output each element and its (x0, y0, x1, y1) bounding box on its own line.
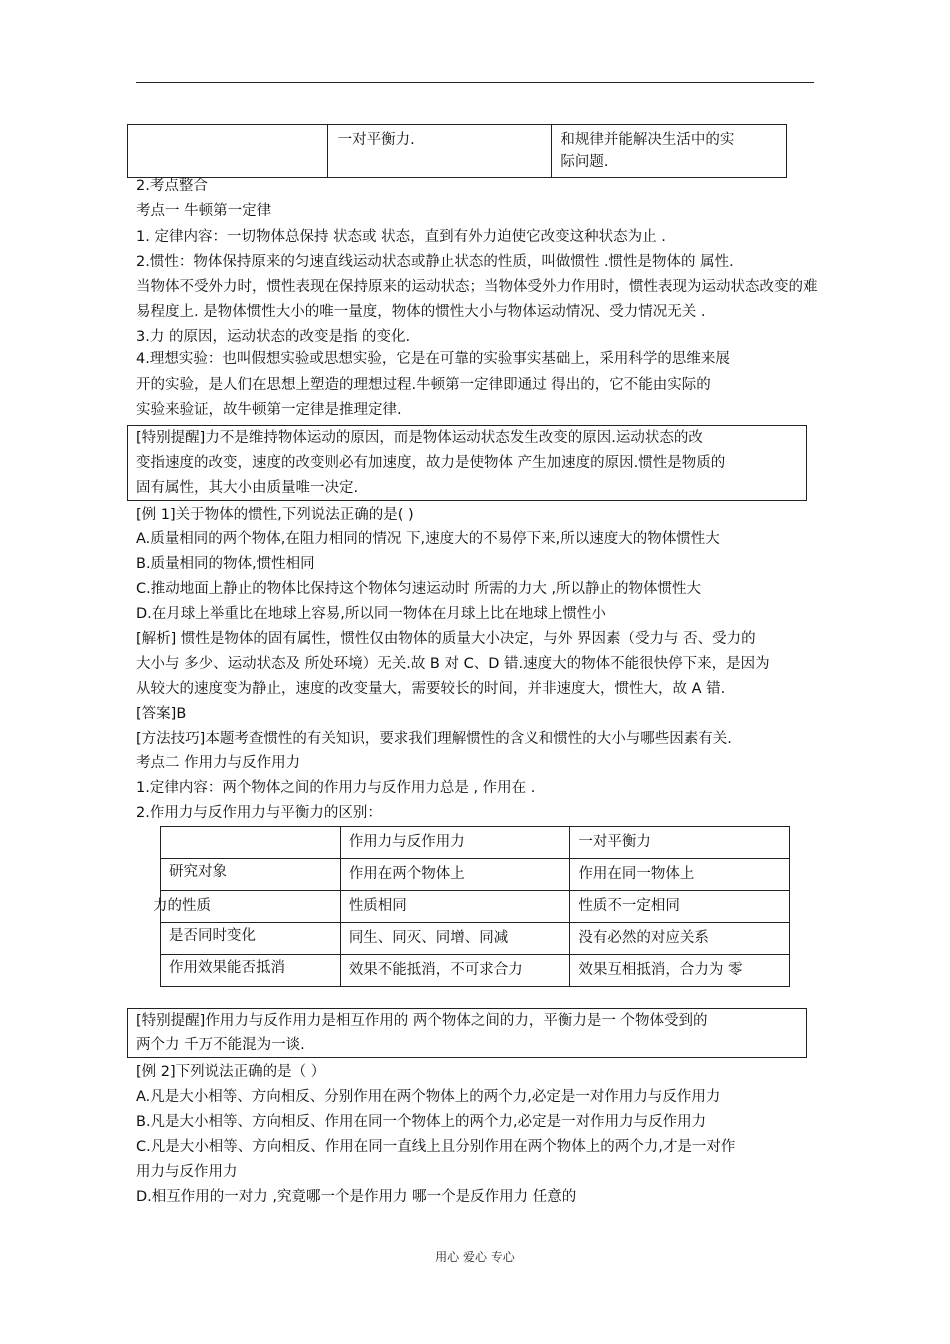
table-header-0 (161, 827, 340, 835)
table-header-row (161, 827, 790, 859)
kd1-line-8: 实验来验证，故牛顿第一定律是推理定律. (136, 402, 402, 418)
ex1-analysis-1: [解析] 惯性是物体的固有属性，惯性仅由物体的质量大小决定，与外 界因素（受力与 否、受力的 (136, 631, 756, 647)
ex2-question: [例 2]下列说法正确的是（ ） (136, 1064, 326, 1080)
header-rule (136, 82, 814, 83)
ex1-question: [例 1]关于物体的惯性,下列说法正确的是( ) (136, 507, 414, 523)
kd2-heading: 考点二 作用力与反作用力 (136, 755, 301, 771)
ex1-option-a: A.质量相同的两个物体,在阻力相同的情况 下,速度大的不易停下来,所以速度大的物体惯性大 (136, 531, 720, 547)
table-cell: 作用在同一物体上 (578, 866, 695, 882)
table-cell: 性质相同 (348, 898, 407, 914)
ex1-analysis-3: 从较大的速度变为静止，速度的改变量大，需要较长的时间，并非速度大，惯性大，故 A 错. (136, 681, 726, 697)
table-cell: 效果互相抵消，合力为 零 (578, 962, 743, 978)
table-row (161, 859, 790, 891)
top-table-cell-3 (552, 125, 787, 178)
ex2-option-c-1: C.凡是大小相等、方向相反、作用在同一直线上且分别作用在两个物体上的两个力,才是一对作 (136, 1139, 736, 1155)
note1-line-1: [特别提醒]力不是维持物体运动的原因，而是物体运动状态发生改变的原因.运动状态的改 (136, 430, 703, 446)
section-title: 2.考点整合 (136, 178, 208, 194)
ex1-method-tip: [方法技巧]本题考查惯性的有关知识，要求我们理解惯性的含义和惯性的大小与哪些因素有关. (136, 731, 732, 747)
kd1-line-2: 2.惯性：物体保持原来的匀速直线运动状态或静止状态的性质，叫做惯性 .惯性是物体的 属性. (136, 254, 734, 270)
note1-line-2: 变指速度的改变，速度的改变则必有加速度，故力是使物体 产生加速度的原因.惯性是物质的 (136, 455, 726, 471)
table-cell: 研究对象 (169, 864, 227, 880)
table-row (161, 955, 790, 987)
kd1-line-4: 易程度上. 是物体惯性大小的唯一量度，物体的惯性大小与物体运动情况、受力情况无关 . (136, 304, 706, 320)
top-table-text-3a: 和规律并能解决生活中的实 (560, 132, 735, 148)
ex1-answer: [答案]B (136, 706, 187, 722)
comparison-table (153, 826, 790, 987)
ex1-option-c: C.推动地面上静止的物体比保持这个物体匀速运动时 所需的力大 ,所以静止的物体惯性大 (136, 581, 702, 597)
top-table-text-3b: 际问题. (560, 154, 609, 170)
kd1-line-7: 开的实验，是人们在思想上塑造的理想过程.牛顿第一定律即通过 得出的，它不能由实际的 (136, 377, 711, 393)
table-row (161, 923, 790, 955)
kd1-heading: 考点一 牛顿第一定律 (136, 203, 272, 219)
page-footer: 用心 爱心 专心 (435, 1250, 515, 1264)
ex2-option-a: A.凡是大小相等、方向相反、分别作用在两个物体上的两个力,必定是一对作用力与反作用力 (136, 1089, 721, 1105)
ex2-option-c-2: 用力与反作用力 (136, 1164, 238, 1180)
table-cell: 作用效果能否抵消 (169, 960, 285, 976)
table-cell: 没有必然的对应关系 (578, 930, 709, 946)
ex2-option-b: B.凡是大小相等、方向相反、作用在同一个物体上的两个力,必定是一对作用力与反作用力 (136, 1114, 707, 1130)
top-table (127, 124, 787, 178)
ex1-option-d: D.在月球上举重比在地球上容易,所以同一物体在月球上比在地球上惯性小 (136, 606, 606, 622)
table-cell: 效果不能抵消，不可求合力 (348, 962, 523, 978)
kd2-line-1: 1.定律内容：两个物体之间的作用力与反作用力总是 , 作用在 . (136, 780, 536, 796)
table-row (161, 891, 790, 923)
top-table-cell-2 (327, 125, 552, 178)
table-cell: 作用在两个物体上 (348, 866, 465, 882)
kd1-line-3: 当物体不受外力时，惯性表现在保持原来的运动状态；当物体受外力作用时，惯性表现为运动状态改变的难 (136, 279, 818, 295)
ex1-option-b: B.质量相同的物体,惯性相同 (136, 556, 315, 572)
table-cell: 同生、同灭、同增、同减 (348, 930, 509, 946)
kd1-line-5: 3.力 的原因，运动状态的改变是指 的变化. (136, 329, 411, 345)
note2-line-1: [特别提醒]作用力与反作用力是相互作用的 两个物体之间的力，平衡力是一 个物体受到的 (136, 1013, 708, 1029)
kd1-line-1: 1. 定律内容：一切物体总保持 状态或 状态，直到有外力迫使它改变这种状态为止 . (136, 229, 666, 245)
table-header-1: 作用力与反作用力 (348, 834, 465, 850)
kd1-line-6: 4.理想实验：也叫假想实验或思想实验，它是在可靠的实验事实基础上，采用科学的思维来展 (136, 351, 730, 367)
ex2-option-d: D.相互作用的一对力 ,究竟哪一个是作用力 哪一个是反作用力 任意的 (136, 1189, 577, 1205)
table-cell: 是否同时变化 (169, 928, 256, 944)
kd2-line-2: 2.作用力与反作用力与平衡力的区别： (136, 805, 382, 821)
note1-line-3: 固有属性，其大小由质量唯一决定. (136, 480, 359, 496)
table-cell: 力的性质 (153, 898, 211, 914)
top-table-text-2: 一对平衡力. (337, 132, 415, 148)
table-header-2: 一对平衡力 (578, 834, 651, 850)
note2-line-2: 两个力 千万不能混为一谈. (136, 1037, 305, 1053)
table-cell: 性质不一定相同 (578, 898, 680, 914)
ex1-analysis-2: 大小与 多少、运动状态及 所处环境）无关.故 B 对 C、D 错.速度大的物体不能很快停下来，是因为 (136, 656, 770, 672)
top-table-cell-1 (128, 125, 328, 178)
